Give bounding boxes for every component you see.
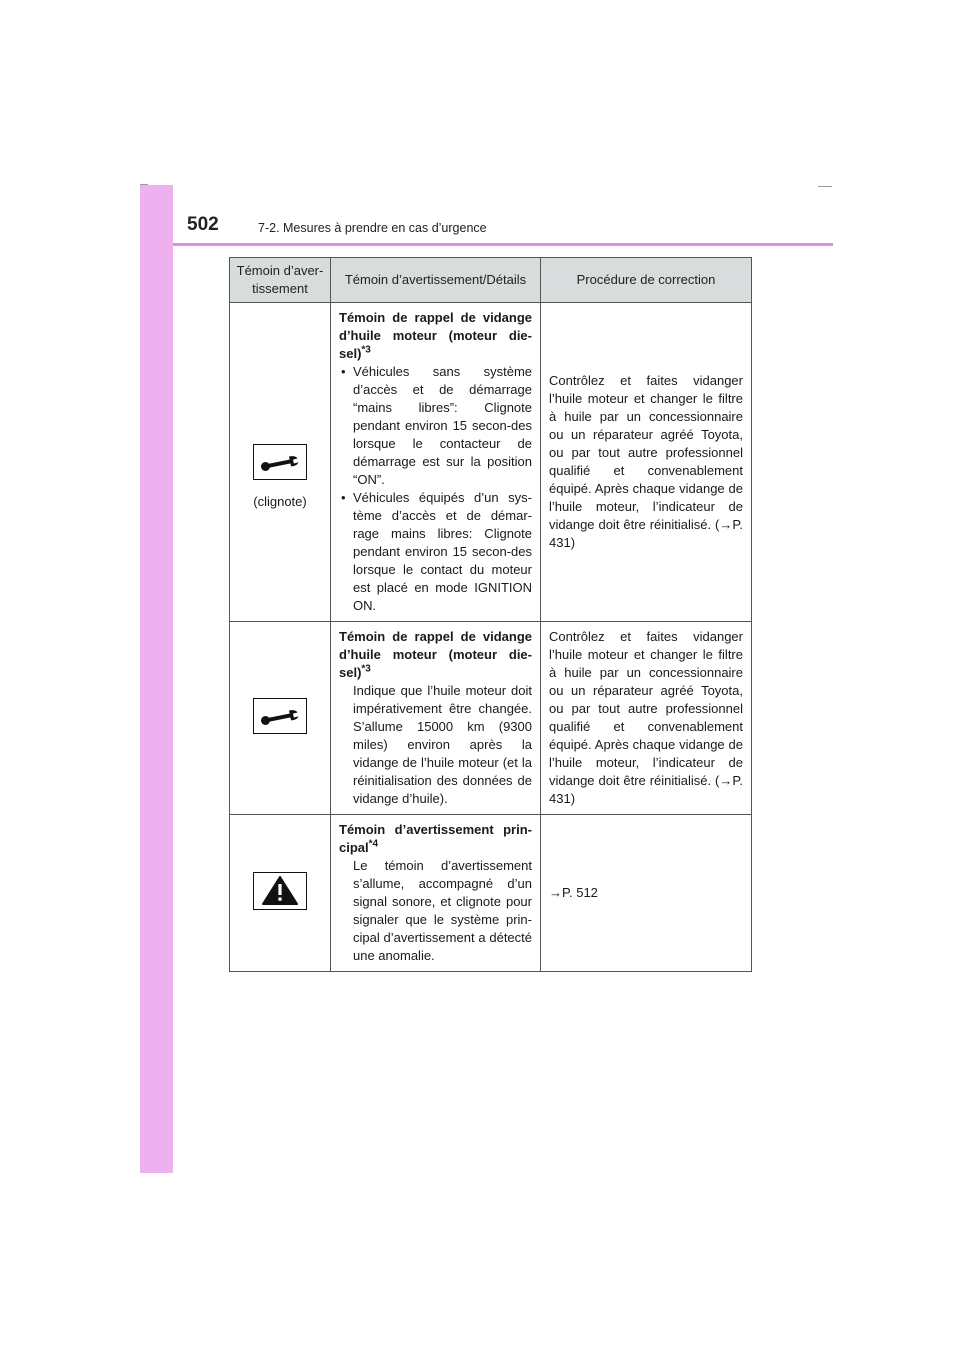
correction-cell xyxy=(541,815,752,972)
wrench-icon xyxy=(253,698,307,734)
section-title: 7-2. Mesures à prendre en cas d’urgence xyxy=(258,221,487,235)
warning-description: Le témoin d’avertissement s’allume, accompagné d’un signal sonore, et clignote pour signaler que le système prin-cipal d’avertissement a détecté une anomalie. xyxy=(353,858,532,963)
list-item: • Véhicules équipés d’un sys-tème d’accès et de démar-rage mains libres: Clignote pendant environ 15 secon-des lorsque le contact du moteur est placé en mode IGNITION ON. xyxy=(339,489,532,615)
warning-title: Témoin de rappel de vidange d’huile moteur (moteur die-sel) xyxy=(339,629,532,680)
table-row xyxy=(230,622,752,815)
table-header-row xyxy=(230,258,752,303)
warning-title: Témoin d’avertissement prin-cipal xyxy=(339,822,532,855)
chapter-sidebar-tab xyxy=(140,185,173,1173)
footnote-ref: *3 xyxy=(361,663,371,675)
icon-cell xyxy=(230,303,331,622)
correction-text: →P. 512 xyxy=(549,885,598,900)
icon-cell xyxy=(230,815,331,972)
correction-text: Contrôlez et faites vidanger l’huile moteur et changer le filtre à huile par un concessionnaire ou un réparateur agréé Toyota, ou par tout autre professionnel qualifié et convenablement équipé. Après chaque vidange de l’huile moteur, l’indicateur de vidange doit être réinitialisé. (→P. 431) xyxy=(549,373,743,550)
icon-cell xyxy=(230,622,331,815)
column-header: Témoin d’aver-tissement xyxy=(230,258,331,303)
crop-mark xyxy=(140,184,148,185)
icon-caption: (clignote) xyxy=(253,493,307,509)
footnote-ref: *4 xyxy=(368,838,379,850)
wrench-icon xyxy=(253,444,307,480)
column-header: Procédure de correction xyxy=(541,258,752,303)
warning-triangle-icon xyxy=(253,872,307,910)
table-row xyxy=(230,303,752,622)
details-cell xyxy=(331,622,541,815)
column-header: Témoin d’avertissement/Détails xyxy=(331,258,541,303)
details-cell xyxy=(331,815,541,972)
warning-description: Indique que l’huile moteur doit impérativement être changée. S’allume 15000 km (9300 miles) environ après la vidange de l’huile moteur (et la réinitialisation des données de vidange d’huile). xyxy=(353,683,532,806)
warning-title: Témoin de rappel de vidange d’huile moteur (moteur die-sel) xyxy=(339,310,532,361)
correction-cell xyxy=(541,622,752,815)
details-cell xyxy=(331,303,541,622)
table-row xyxy=(230,815,752,972)
footnote-ref: *3 xyxy=(361,344,371,356)
warning-lights-table xyxy=(229,257,752,972)
page-number: 502 xyxy=(187,214,219,235)
correction-cell xyxy=(541,303,752,622)
correction-text: Contrôlez et faites vidanger l’huile moteur et changer le filtre à huile par un concessionnaire ou un réparateur agréé Toyota, ou par tout autre professionnel qualifié et convenablement équipé. Après chaque vidange de l’huile moteur, l’indicateur de vidange doit être réinitialisé. (→P. 431) xyxy=(549,629,743,806)
crop-mark xyxy=(818,186,832,187)
header-divider xyxy=(173,243,833,246)
list-item: • Véhicules sans système d’accès et de démarrage “mains libres”: Clignote pendant environ 15 secon-des lorsque le contacteur de démarrage est sur la position “ON”. xyxy=(339,363,532,489)
